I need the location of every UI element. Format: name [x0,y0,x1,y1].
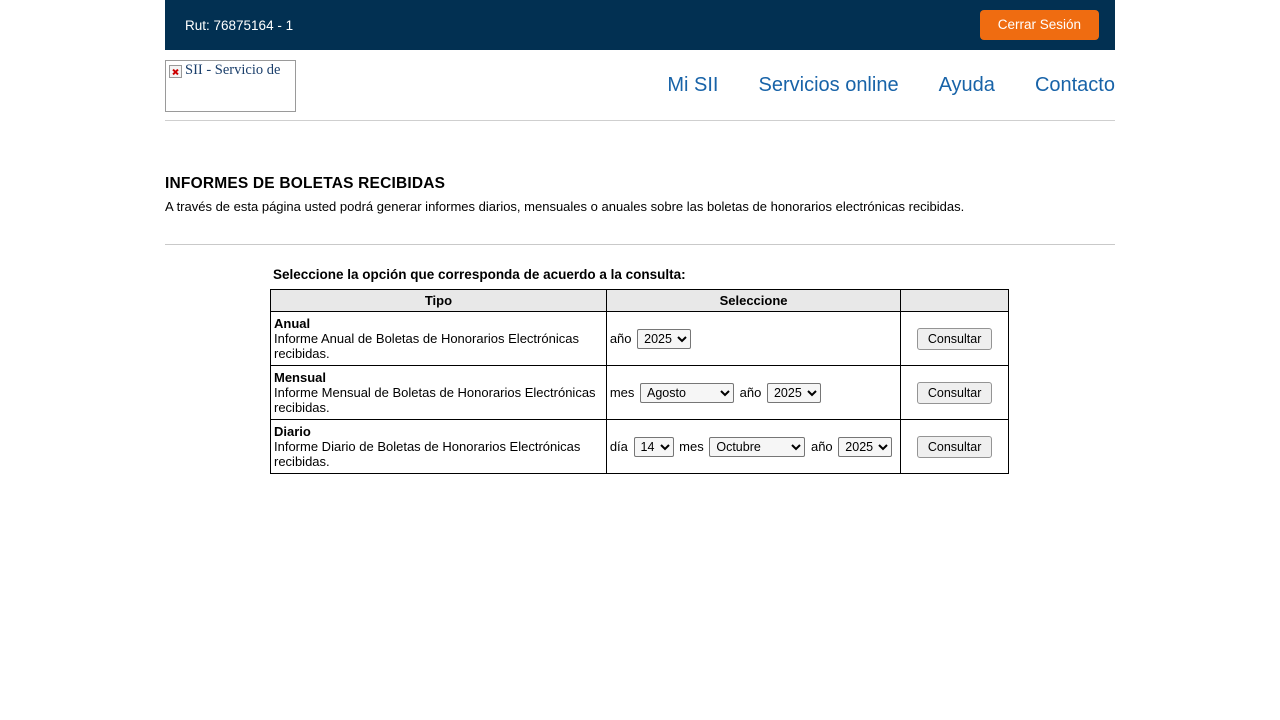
nav-item-mi-sii[interactable]: Mi SII [667,73,719,96]
row-diario-year-label: año [810,438,833,454]
column-header-accion [901,290,1009,312]
row-mensual-select-cell [606,366,900,420]
page-title: INFORMES DE BOLETAS RECIBIDAS [165,175,446,192]
table-row [271,366,1009,420]
rut-label: Rut: 76875164 - 1 [185,17,294,33]
nav-item-ayuda[interactable]: Ayuda [938,73,995,96]
row-diario-consultar-button[interactable]: Consultar [917,436,993,458]
row-diario-title: Diario [274,424,311,439]
logout-button[interactable]: Cerrar Sesión [980,10,1099,40]
row-anual-description: Informe Anual de Boletas de Honorarios Electrónicas recibidas. [274,331,579,361]
row-mensual-consultar-button[interactable]: Consultar [917,382,993,404]
report-options-block [270,267,1115,474]
nav-item-servicios-online[interactable]: Servicios online [758,73,899,96]
row-anual-tipo-cell [271,312,607,366]
table-caption: Seleccione la opción que corresponda de acuerdo a la consulta: [273,267,686,282]
row-anual-year-label: año [609,330,632,346]
broken-image-icon [169,65,182,78]
row-mensual-title: Mensual [274,370,327,385]
row-diario-day-select[interactable] [634,437,674,457]
row-mensual-month-label: mes [609,384,635,400]
row-anual-action-cell [901,312,1009,366]
table-header-row [271,290,1009,312]
row-mensual-tipo-cell [271,366,607,420]
row-diario-tipo-cell [271,420,607,474]
content-wrapper [165,0,1115,474]
nav-item-contacto[interactable]: Contacto [1034,73,1115,96]
column-header-seleccione: Seleccione [606,290,900,312]
row-diario-year-select[interactable] [838,437,892,457]
row-diario-select-cell [606,420,900,474]
row-diario-action-cell [901,420,1009,474]
row-anual-consultar-button[interactable]: Consultar [917,328,993,350]
sii-logo-broken-image[interactable] [165,60,296,112]
page-description: A través de esta página usted podrá generar informes diarios, mensuales o anuales sobre las boletas de honorarios electrónicas recibidas. [165,199,965,214]
row-diario-day-label: día [609,438,628,454]
main-content [165,121,1115,474]
row-anual-year-select[interactable] [637,329,691,349]
column-header-tipo: Tipo [271,290,607,312]
row-mensual-action-cell [901,366,1009,420]
row-diario-month-label: mes [679,438,704,454]
table-row [271,420,1009,474]
row-mensual-year-select[interactable] [767,383,821,403]
logo-alt-text: SII - Servicio de [185,62,281,78]
site-header [165,50,1115,121]
row-anual-title: Anual [274,316,311,331]
report-options-table [270,289,1009,474]
top-session-bar [165,0,1115,50]
row-diario-month-select[interactable] [709,437,805,457]
row-anual-select-cell [606,312,900,366]
row-mensual-month-select[interactable] [640,383,734,403]
row-mensual-description: Informe Mensual de Boletas de Honorarios Electrónicas recibidas. [274,385,596,415]
section-divider [165,244,1115,245]
row-diario-description: Informe Diario de Boletas de Honorarios Electrónicas recibidas. [274,439,581,469]
main-navigation [667,74,1115,97]
table-row [271,312,1009,366]
row-mensual-year-label: año [739,384,762,400]
